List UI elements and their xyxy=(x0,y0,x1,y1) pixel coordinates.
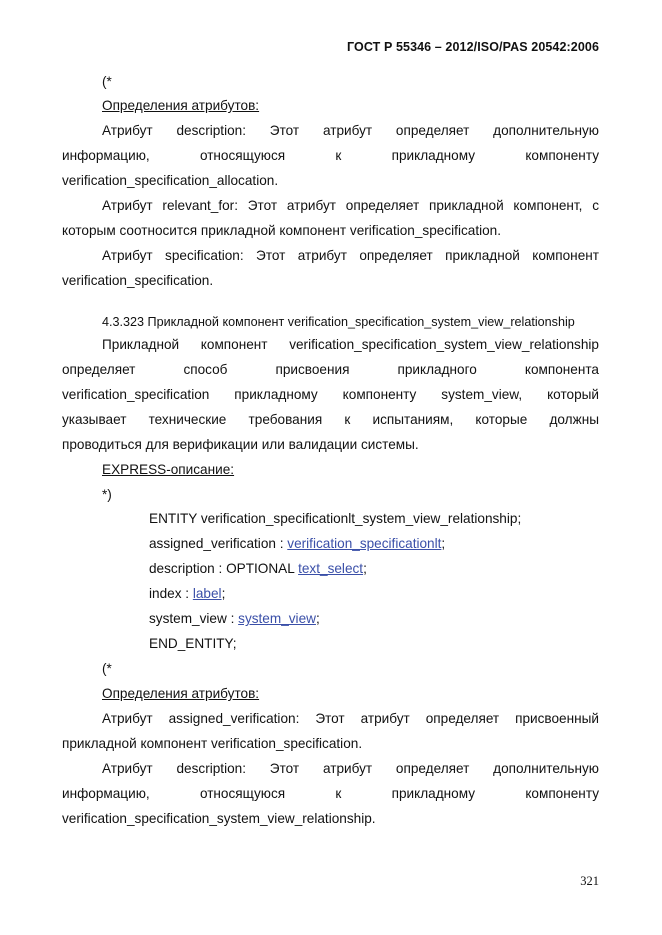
text-select-link[interactable]: text_select xyxy=(298,561,364,576)
page-number: 321 xyxy=(580,874,599,888)
semicolon: ; xyxy=(315,611,320,626)
description-attribute-text: Атрибут description: Этот атрибут определяет дополнительную xyxy=(102,761,599,776)
relevant-for-attribute-text: которым соотносится прикладной компонент verification_specification. xyxy=(62,223,502,238)
description-attribute-text: verification_specification_system_view_relationship. xyxy=(62,811,376,826)
document-header: ГОСТ Р 55346 – 2012/ISO/PAS 20542:2006 xyxy=(347,40,599,54)
comment-close: *) xyxy=(102,487,112,502)
semicolon: ; xyxy=(441,536,446,551)
semicolon: ; xyxy=(221,586,226,601)
system-view-link[interactable]: system_view xyxy=(238,611,316,626)
description-attribute-text: информацию, относящуюся к прикладному компоненту xyxy=(62,786,599,801)
relevant-for-attribute-text: Атрибут relevant_for: Этот атрибут определяет прикладной компонент, с xyxy=(102,198,599,213)
attribute-definitions-heading: Определения атрибутов: xyxy=(102,98,260,113)
express-description-heading: EXPRESS-описание: xyxy=(102,462,235,477)
system-view-attribute xyxy=(149,610,320,628)
assigned-verification-text: прикладной компонент verification_specification. xyxy=(62,736,363,751)
attribute-name: system_view : xyxy=(149,611,239,626)
description-attribute-text: Атрибут description: Этот атрибут определяет дополнительную xyxy=(102,123,599,138)
attribute-name: assigned_verification : xyxy=(149,536,288,551)
comment-open: (* xyxy=(102,661,112,676)
section-intro-text: Прикладной компонент verification_specification_system_view_relationship xyxy=(102,337,599,352)
description-attribute-text: информацию, относящуюся к прикладному компоненту xyxy=(62,148,599,163)
attribute-definitions-heading: Определения атрибутов: xyxy=(102,686,260,701)
assigned-verification-attribute xyxy=(149,535,445,553)
description-attribute-text: verification_specification_allocation. xyxy=(62,173,279,188)
assigned-verification-text: Атрибут assigned_verification: Этот атрибут определяет присвоенный xyxy=(102,711,599,726)
specification-attribute-text: Атрибут specification: Этот атрибут определяет прикладной компонент xyxy=(102,248,599,263)
specification-attribute-text: verification_specification. xyxy=(62,273,214,288)
label-link[interactable]: label xyxy=(192,586,222,601)
description-attribute xyxy=(149,560,367,578)
section-intro-text: определяет способ присвоения прикладного компонента xyxy=(62,362,599,377)
entity-declaration: ENTITY verification_specificationlt_system_view_relationship; xyxy=(149,511,522,526)
section-heading: 4.3.323 Прикладной компонент verification_specification_system_view_relationship xyxy=(102,315,575,329)
attribute-name: index : xyxy=(149,586,193,601)
section-intro-text: указывает технические требования к испытаниям, которые должны xyxy=(62,412,599,427)
end-entity: END_ENTITY; xyxy=(149,636,237,651)
section-intro-text: verification_specification прикладному компоненту system_view, который xyxy=(62,387,599,402)
verification-specificationlt-link[interactable]: verification_specificationlt xyxy=(287,536,442,551)
section-intro-text: проводиться для верификации или валидации системы. xyxy=(62,437,419,452)
attribute-name: description : OPTIONAL xyxy=(149,561,299,576)
comment-open: (* xyxy=(102,74,112,89)
index-attribute xyxy=(149,585,225,603)
semicolon: ; xyxy=(363,561,367,576)
